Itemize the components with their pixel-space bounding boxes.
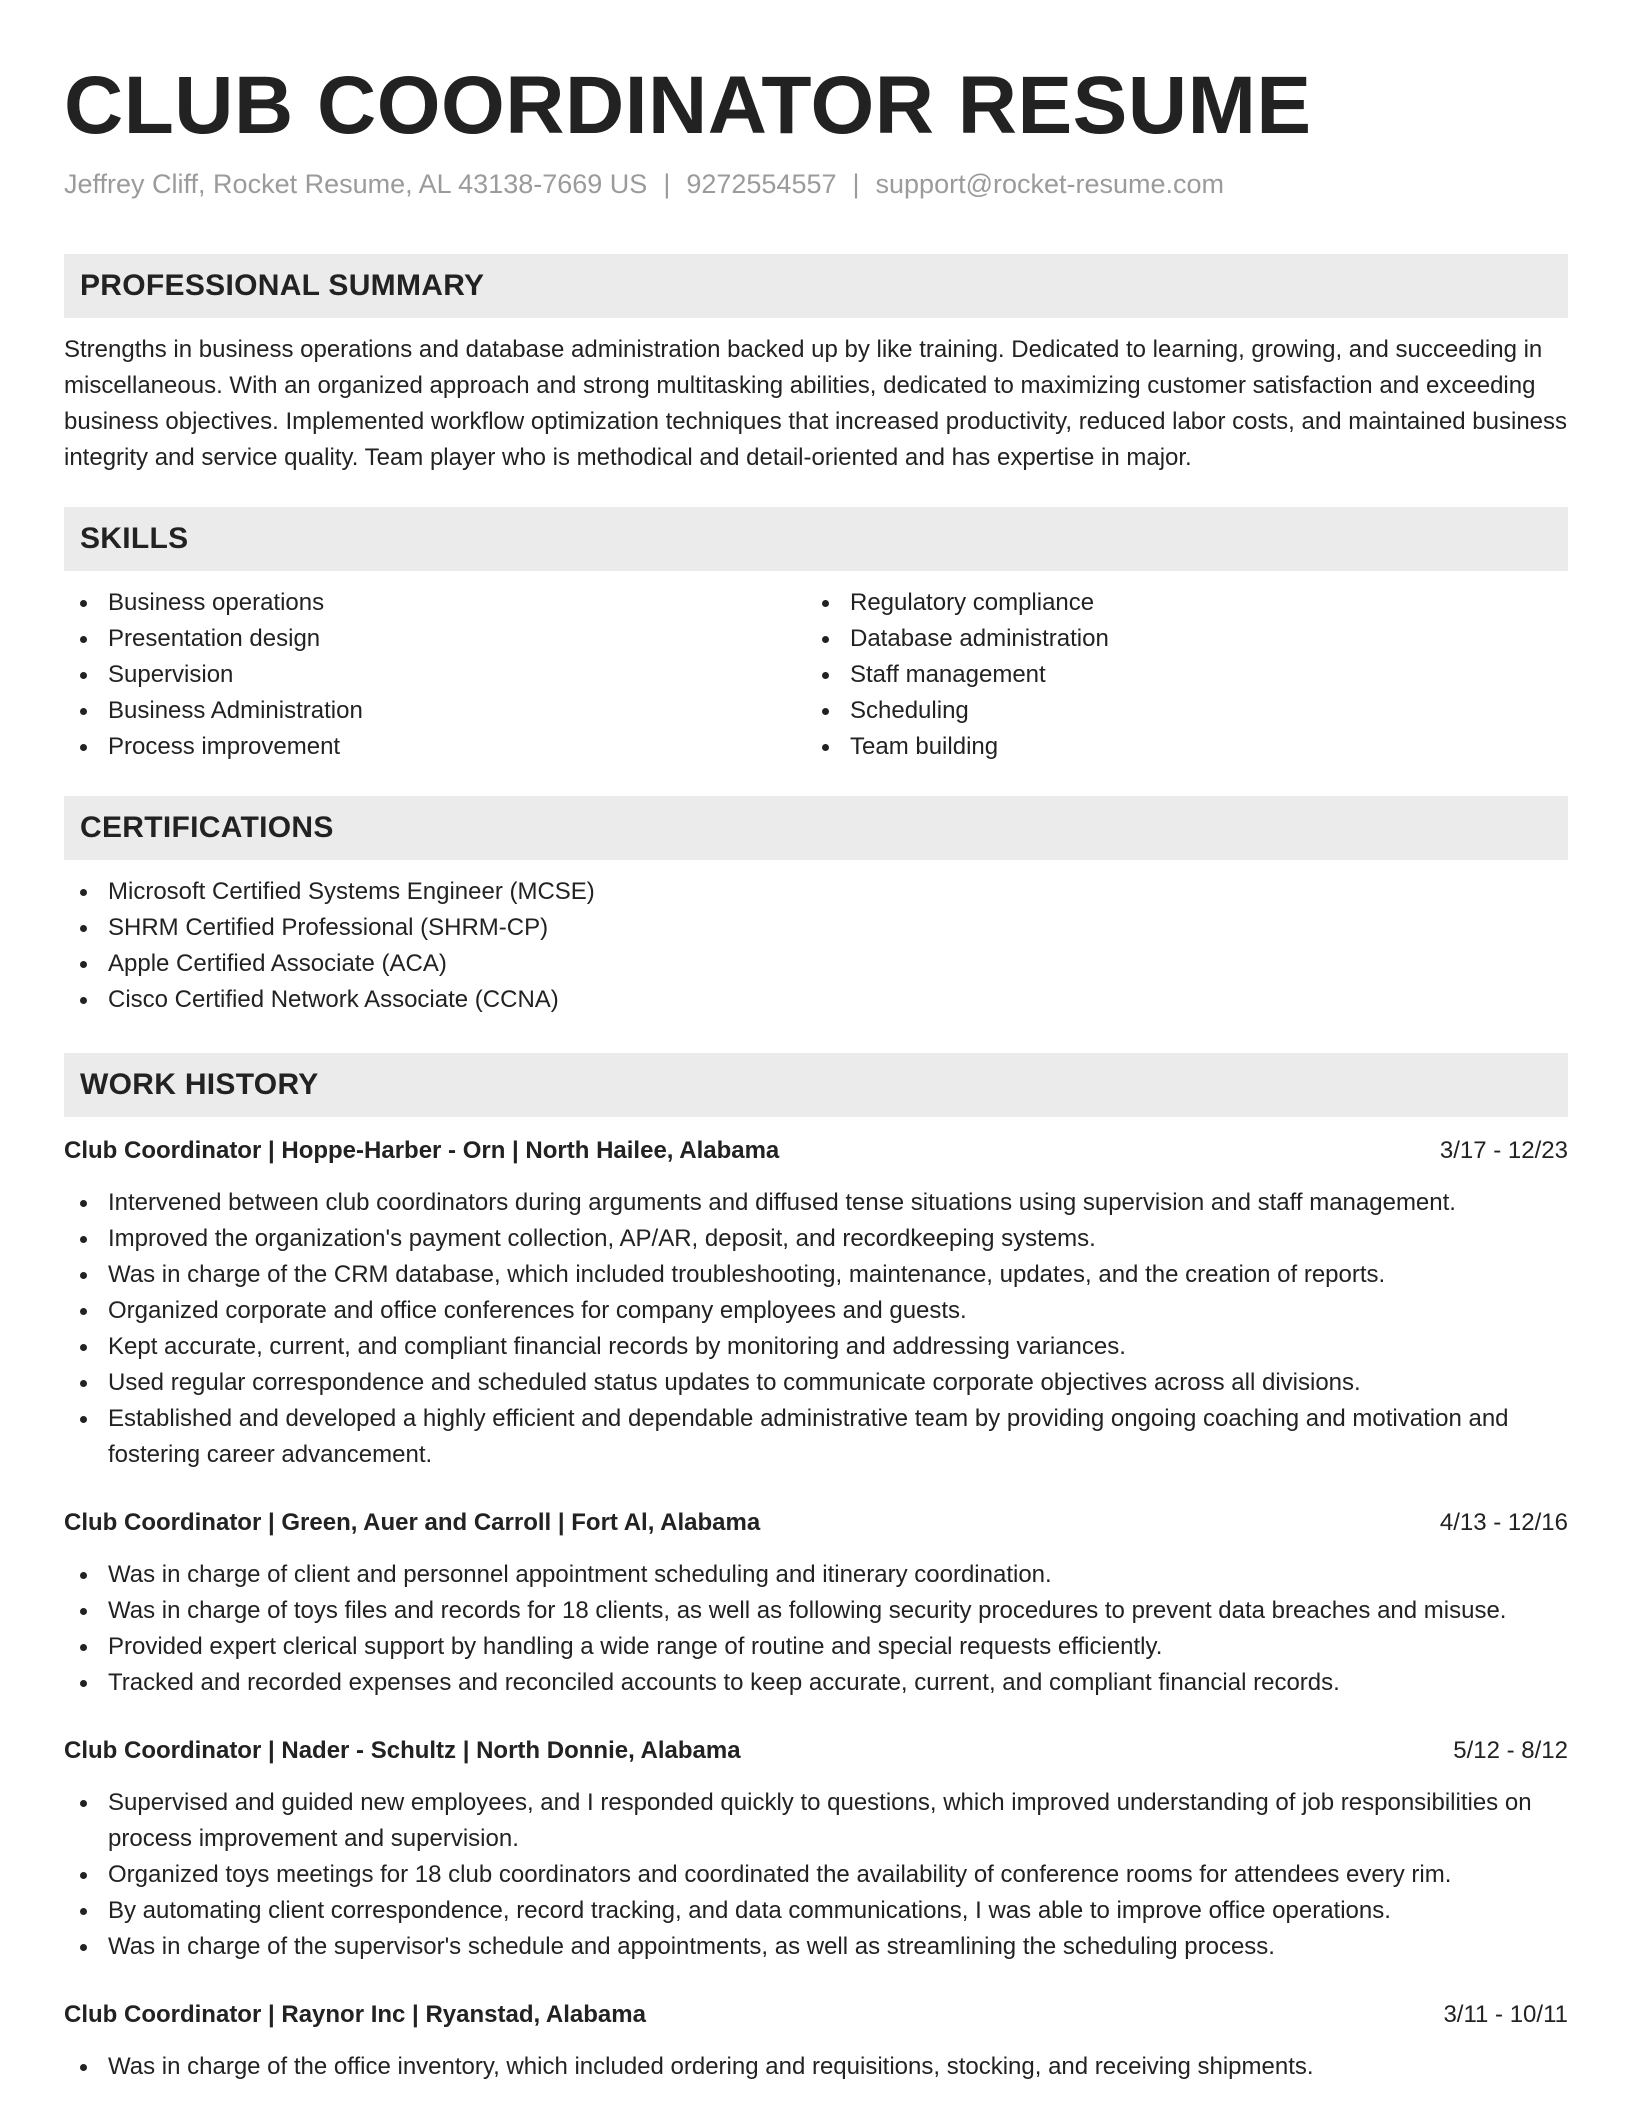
job-title: Club Coordinator | Green, Auer and Carroll | Fort Al, Alabama: [64, 1509, 761, 1536]
job-dates: 3/11 - 10/11: [1443, 2001, 1568, 2028]
job-bullet: Intervened between club coordinators during arguments and diffused tense situations using supervision and staff management.: [64, 1185, 1568, 1221]
job-bullet: Organized toys meetings for 18 club coordinators and coordinated the availability of conference rooms for attendees every rim.: [64, 1857, 1568, 1893]
job-bullet: Supervised and guided new employees, and I responded quickly to questions, which improved understanding of job responsibilities on process improvement and supervision.: [64, 1785, 1568, 1857]
job-bullet: Provided expert clerical support by handling a wide range of routine and special requests efficiently.: [64, 1629, 1568, 1665]
certification-item: Apple Certified Associate (ACA): [64, 946, 1568, 982]
job-dates: 3/17 - 12/23: [1439, 1137, 1568, 1164]
skills-list-left: [64, 585, 806, 765]
skill-item: Presentation design: [64, 621, 806, 657]
contact-address: Jeffrey Cliff, Rocket Resume, AL 43138-7669 US: [64, 169, 648, 199]
job-entry: [64, 1505, 1568, 1701]
skills-heading: SKILLS: [64, 507, 1568, 571]
job-bullet: Tracked and recorded expenses and reconciled accounts to keep accurate, current, and compliant financial records.: [64, 1665, 1568, 1701]
job-bullet: Improved the organization's payment collection, AP/AR, deposit, and recordkeeping systems.: [64, 1221, 1568, 1257]
job-header: [64, 1133, 1568, 1169]
job-bullets: [64, 1185, 1568, 1473]
certification-item: Microsoft Certified Systems Engineer (MCSE): [64, 874, 1568, 910]
skill-item: Team building: [806, 729, 1548, 765]
contact-separator: |: [852, 169, 860, 199]
job-dates: 4/13 - 12/16: [1439, 1509, 1568, 1536]
job-entry: [64, 1133, 1568, 1473]
skill-item: Business operations: [64, 585, 806, 621]
job-dates: 5/12 - 8/12: [1453, 1737, 1568, 1764]
contact-phone: 9272554557: [686, 169, 837, 199]
resume-page: [64, 50, 1568, 2085]
job-bullet: Established and developed a highly efficient and dependable administrative team by providing ongoing coaching and motivation and fostering career advancement.: [64, 1401, 1568, 1473]
job-bullets: [64, 1557, 1568, 1701]
job-bullet: Was in charge of the supervisor's schedule and appointments, as well as streamlining the scheduling process.: [64, 1929, 1568, 1965]
certification-item: SHRM Certified Professional (SHRM-CP): [64, 910, 1568, 946]
certifications-list: [64, 874, 1568, 1018]
skill-item: Database administration: [806, 621, 1548, 657]
job-bullet: Was in charge of toys files and records for 18 clients, as well as following security procedures to prevent data breaches and misuse.: [64, 1593, 1568, 1629]
job-bullet: Organized corporate and office conferences for company employees and guests.: [64, 1293, 1568, 1329]
work-history-section: [64, 1053, 1568, 2085]
skill-item: Process improvement: [64, 729, 806, 765]
job-bullets: [64, 1785, 1568, 1965]
contact-line: [64, 164, 1568, 204]
work-history-heading: WORK HISTORY: [64, 1053, 1568, 1117]
job-title: Club Coordinator | Nader - Schultz | North Donnie, Alabama: [64, 1737, 741, 1764]
contact-email: support@rocket-resume.com: [875, 169, 1225, 199]
job-entry: [64, 1997, 1568, 2085]
summary-section: [64, 254, 1568, 476]
skill-item: Supervision: [64, 657, 806, 693]
job-bullet: Kept accurate, current, and compliant financial records by monitoring and addressing variances.: [64, 1329, 1568, 1365]
job-header: [64, 1997, 1568, 2033]
job-bullets: [64, 2049, 1568, 2085]
skills-list-right: [806, 585, 1548, 765]
certification-item: Cisco Certified Network Associate (CCNA): [64, 982, 1568, 1018]
resume-title: CLUB COORDINATOR RESUME: [64, 60, 1312, 151]
job-bullet: Was in charge of the office inventory, which included ordering and requisitions, stocking, and receiving shipments.: [64, 2049, 1568, 2085]
skills-grid: [64, 585, 1568, 765]
contact-separator: |: [663, 169, 671, 199]
job-entry: [64, 1733, 1568, 1965]
job-header: [64, 1733, 1568, 1769]
skills-section: [64, 507, 1568, 765]
job-bullet: Was in charge of the CRM database, which included troubleshooting, maintenance, updates, and the creation of reports.: [64, 1257, 1568, 1293]
skills-column-left: [64, 585, 806, 765]
summary-text: Strengths in business operations and database administration backed up by like training. Dedicated to learning, growing, and succeeding in miscellaneous. With an organized approach and strong multitasking abilities, dedicated to maximizing customer satisfaction and exceeding business objectives. Implemented workflow optimization techniques that increased productivity, reduced labor costs, and maintained business integrity and service quality. Team player who is methodical and detail-oriented and has expertise in major.: [64, 336, 1568, 471]
job-header: [64, 1505, 1568, 1541]
skill-item: Regulatory compliance: [806, 585, 1548, 621]
skills-column-right: [806, 585, 1548, 765]
certifications-heading: CERTIFICATIONS: [64, 796, 1568, 860]
job-bullet: By automating client correspondence, record tracking, and data communications, I was able to improve office operations.: [64, 1893, 1568, 1929]
skill-item: Staff management: [806, 657, 1548, 693]
certifications-section: [64, 796, 1568, 1018]
skill-item: Scheduling: [806, 693, 1548, 729]
job-title: Club Coordinator | Raynor Inc | Ryanstad, Alabama: [64, 2001, 646, 2028]
skill-item: Business Administration: [64, 693, 806, 729]
summary-heading: PROFESSIONAL SUMMARY: [64, 254, 1568, 318]
job-title: Club Coordinator | Hoppe-Harber - Orn | North Hailee, Alabama: [64, 1137, 780, 1164]
job-bullet: Was in charge of client and personnel appointment scheduling and itinerary coordination.: [64, 1557, 1568, 1593]
job-bullet: Used regular correspondence and scheduled status updates to communicate corporate objectives across all divisions.: [64, 1365, 1568, 1401]
